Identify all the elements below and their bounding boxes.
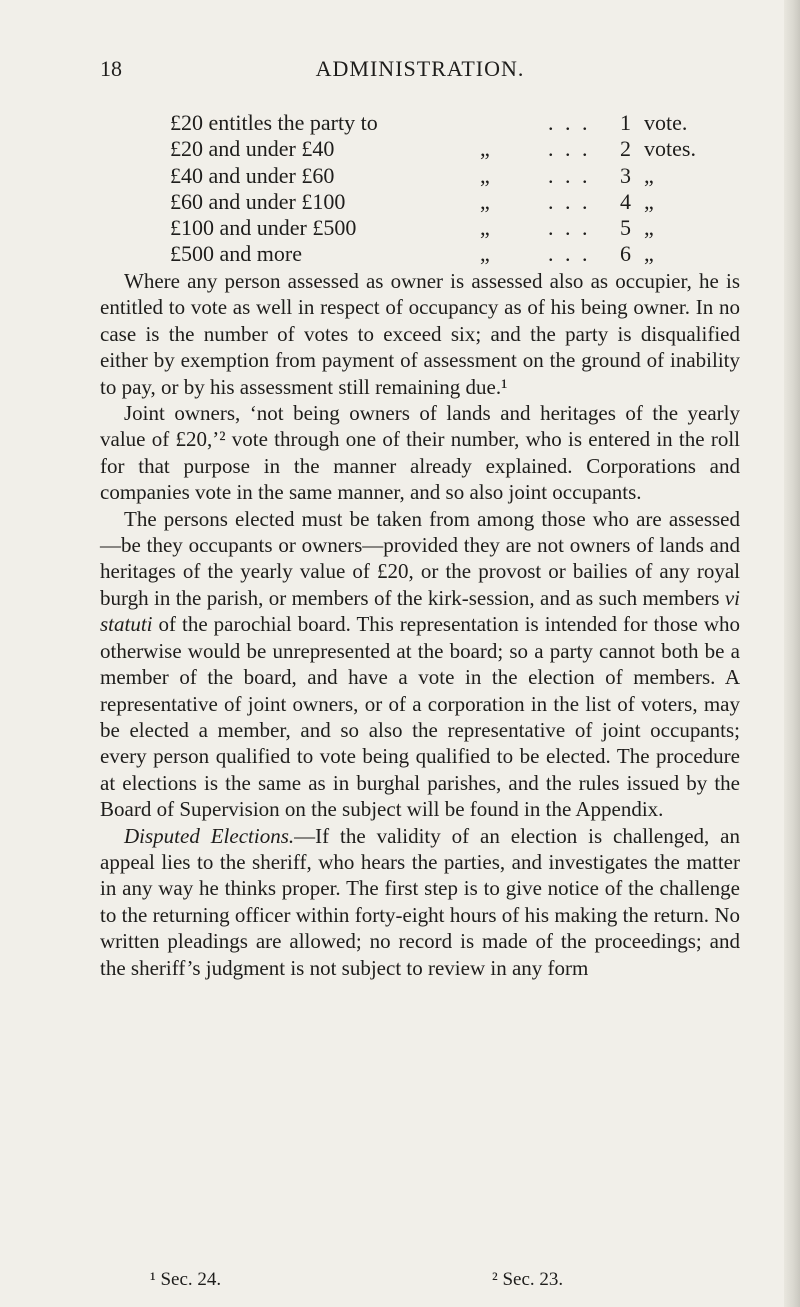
vote-count: 2 xyxy=(620,136,631,162)
ditto-mark: „ xyxy=(480,162,490,188)
leader-dots: . . . xyxy=(548,162,591,188)
section-heading: Disputed Elections. xyxy=(124,823,295,848)
running-title: ADMINISTRATION. xyxy=(315,56,525,81)
text-run: —If the validity of an election is challenged, an appeal lies to the sheriff, who hears the parties, and investigates the matter in any way he thinks proper. The first step is to give notice of the challenge to the returning officer within forty-eight hours of his making the return. No written pleadings are allowed; no record is made of the proceedings; and the sheriff’s judgment is not subject to review in any form xyxy=(100,823,740,980)
vote-row xyxy=(170,215,730,241)
footnote-1: ¹ Sec. 24. xyxy=(150,1269,222,1290)
body-text xyxy=(100,268,740,981)
vote-range: £20 and under £40 xyxy=(170,136,335,162)
vote-count: 5 xyxy=(620,215,631,241)
leader-dots: . . . xyxy=(548,110,591,135)
vote-row xyxy=(170,163,730,189)
vote-range: £40 and under £60 xyxy=(170,162,335,188)
leader-dots: . . . xyxy=(548,136,591,162)
vote-count: 6 xyxy=(620,241,631,267)
ditto-mark: „ xyxy=(480,136,490,162)
paragraph-double-vote: Where any person assessed as owner is assessed also as occupier, he is entitled to vote as well in respect of occupancy as of his being owner. In no case is the number of votes to exceed six; and the party is disqualified either by exemption from payment of assessment on the ground of inability to pay, or by his assessment still remaining due.¹ xyxy=(100,269,740,399)
leader-dots: . . . xyxy=(548,188,591,214)
vote-unit: „ xyxy=(644,188,654,214)
paragraph-joint-owners: Joint owners, ‘not being owners of lands and heritages of the yearly value of £20,’² vote through one of their number, who is entered in the roll for that purpose in the manner already explained. Corporations and companies vote in the same manner, and so also joint occupants. xyxy=(100,401,740,505)
vote-unit: „ xyxy=(644,241,654,267)
vote-range: £500 and more xyxy=(170,241,302,267)
ditto-mark: „ xyxy=(480,241,490,267)
paragraph-persons-elected xyxy=(100,506,740,823)
text-run: of the parochial board. This representation is intended for those who otherwise would be unrepresented at the board; so a party cannot both be a member of the board, and have a vote in the election of members. A representative of joint owners, or of a corporation in the list of voters, may be elected a member, and so also the representative of joint occupants; every person qualified to vote being qualified to be elected. The procedure at elections is the same as in burghal parishes, and the rules issued by the Board of Supervision on the subject will be found in the Appendix. xyxy=(100,612,740,822)
latin-phrase: vi statuti xyxy=(100,585,740,637)
vote-row xyxy=(170,241,730,267)
vote-count: 1 xyxy=(620,110,631,135)
leader-dots: . . . xyxy=(548,241,591,267)
vote-range: £20 entitles the party to xyxy=(170,110,378,135)
text-run: The persons elected must be taken from among those who are assessed—be they occupants or owners—provided they are not owners of lands and heritages of the yearly value of £20, or the provost or bailies of any royal burgh in the parish, or members of the kirk-session, and as such members xyxy=(100,506,740,610)
vote-count: 4 xyxy=(620,188,631,214)
vote-unit: „ xyxy=(644,215,654,241)
vote-row xyxy=(170,189,730,215)
page-edge-shadow xyxy=(784,0,800,1307)
footnote-2: ² Sec. 23. xyxy=(492,1269,564,1290)
footnotes xyxy=(150,1269,710,1293)
paragraph-disputed-elections xyxy=(100,823,740,981)
ditto-mark: „ xyxy=(480,215,490,241)
vote-row xyxy=(170,110,730,136)
ditto-mark: „ xyxy=(480,188,490,214)
page-header xyxy=(100,56,740,86)
vote-unit: vote. xyxy=(644,110,688,135)
vote-unit: „ xyxy=(644,162,654,188)
vote-row xyxy=(170,136,730,162)
vote-scale-table xyxy=(170,110,730,268)
vote-range: £60 and under £100 xyxy=(170,188,346,214)
leader-dots: . . . xyxy=(548,215,591,241)
vote-unit: votes. xyxy=(644,136,696,162)
page-number: 18 xyxy=(100,56,122,81)
vote-count: 3 xyxy=(620,162,631,188)
vote-range: £100 and under £500 xyxy=(170,215,357,241)
